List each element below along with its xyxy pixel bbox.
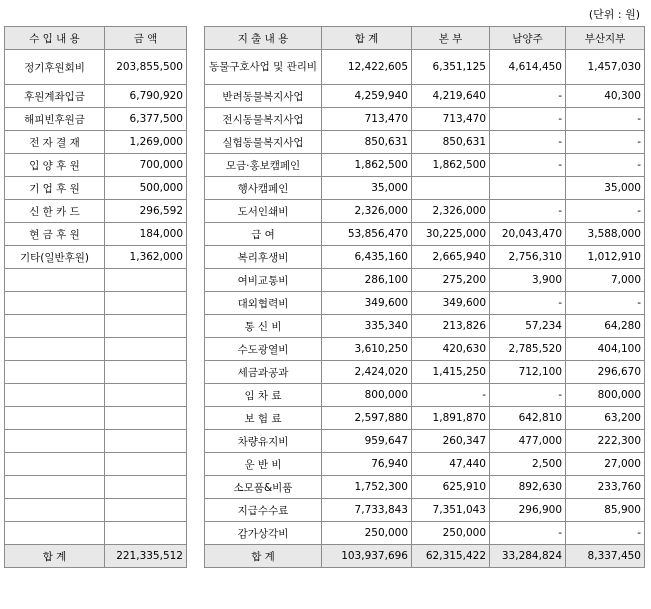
income-item-label: 입 양 후 원 xyxy=(5,154,105,177)
income-item-amount: 700,000 xyxy=(105,154,187,177)
income-row xyxy=(5,200,187,223)
expense-header-row xyxy=(205,27,645,50)
expense-item-total: 1,862,500 xyxy=(322,154,412,177)
expense-item-namyangju: - xyxy=(490,108,566,131)
income-item-amount xyxy=(105,476,187,499)
expense-row xyxy=(205,338,645,361)
expense-item-hq: 30,225,000 xyxy=(412,223,490,246)
expense-item-namyangju: 477,000 xyxy=(490,430,566,453)
income-header-amount: 금 액 xyxy=(105,27,187,50)
expense-row xyxy=(205,246,645,269)
income-empty-row xyxy=(5,361,187,384)
expense-item-label: 세금과공과 xyxy=(205,361,322,384)
income-item-label xyxy=(5,384,105,407)
expense-item-hq: 713,470 xyxy=(412,108,490,131)
expense-total-hq: 62,315,422 xyxy=(412,545,490,568)
expense-item-total: 850,631 xyxy=(322,131,412,154)
expense-item-namyangju: - xyxy=(490,522,566,545)
expense-item-hq: 275,200 xyxy=(412,269,490,292)
income-item-amount: 296,592 xyxy=(105,200,187,223)
expense-item-total: 250,000 xyxy=(322,522,412,545)
expense-item-hq: 4,219,640 xyxy=(412,85,490,108)
expense-row xyxy=(205,522,645,545)
expense-item-label: 감가상각비 xyxy=(205,522,322,545)
income-item-label: 기 업 후 원 xyxy=(5,177,105,200)
income-item-label: 현 금 후 원 xyxy=(5,223,105,246)
expense-item-label: 행사캠페인 xyxy=(205,177,322,200)
expense-item-busan: - xyxy=(566,154,645,177)
income-item-label xyxy=(5,430,105,453)
expense-item-label: 도서인쇄비 xyxy=(205,200,322,223)
expense-item-namyangju xyxy=(490,177,566,200)
expense-item-namyangju: 712,100 xyxy=(490,361,566,384)
income-item-amount: 1,269,000 xyxy=(105,131,187,154)
expense-item-total: 4,259,940 xyxy=(322,85,412,108)
income-empty-row xyxy=(5,522,187,545)
expense-row xyxy=(205,453,645,476)
income-header-label: 수 입 내 용 xyxy=(5,27,105,50)
income-empty-row xyxy=(5,407,187,430)
income-row xyxy=(5,154,187,177)
expense-item-busan: 35,000 xyxy=(566,177,645,200)
income-item-amount xyxy=(105,338,187,361)
expense-item-label: 차량유지비 xyxy=(205,430,322,453)
income-row xyxy=(5,223,187,246)
income-row xyxy=(5,50,187,85)
expense-row xyxy=(205,499,645,522)
expense-row xyxy=(205,131,645,154)
expense-item-namyangju: 4,614,450 xyxy=(490,50,566,85)
income-item-label xyxy=(5,315,105,338)
expense-item-hq: 349,600 xyxy=(412,292,490,315)
income-item-amount xyxy=(105,522,187,545)
expense-row xyxy=(205,85,645,108)
expense-row xyxy=(205,223,645,246)
income-item-amount xyxy=(105,269,187,292)
expense-item-namyangju: 296,900 xyxy=(490,499,566,522)
expense-item-label: 급 여 xyxy=(205,223,322,246)
expense-item-label: 소모품&비품 xyxy=(205,476,322,499)
expense-item-namyangju: 57,234 xyxy=(490,315,566,338)
income-item-label: 기타(일반후원) xyxy=(5,246,105,269)
income-item-label xyxy=(5,269,105,292)
expense-item-hq: 1,415,250 xyxy=(412,361,490,384)
expense-item-total: 2,597,880 xyxy=(322,407,412,430)
expense-table xyxy=(204,26,645,568)
expense-item-busan: 233,760 xyxy=(566,476,645,499)
income-total-row xyxy=(5,545,187,568)
income-item-label: 해피빈후원금 xyxy=(5,108,105,131)
income-item-amount: 184,000 xyxy=(105,223,187,246)
income-item-amount: 6,377,500 xyxy=(105,108,187,131)
income-item-label xyxy=(5,476,105,499)
expense-header-label: 지 출 내 용 xyxy=(205,27,322,50)
expense-item-total: 800,000 xyxy=(322,384,412,407)
expense-item-total: 349,600 xyxy=(322,292,412,315)
expense-header-namyangju: 남양주 xyxy=(490,27,566,50)
expense-item-busan: 7,000 xyxy=(566,269,645,292)
expense-item-namyangju: 2,785,520 xyxy=(490,338,566,361)
expense-item-label: 통 신 비 xyxy=(205,315,322,338)
expense-item-label: 모금·홍보캠페인 xyxy=(205,154,322,177)
expense-item-busan: - xyxy=(566,131,645,154)
income-item-label xyxy=(5,361,105,384)
expense-row xyxy=(205,200,645,223)
expense-item-namyangju: - xyxy=(490,131,566,154)
expense-row xyxy=(205,108,645,131)
income-item-label: 전 자 결 재 xyxy=(5,131,105,154)
expense-item-namyangju: - xyxy=(490,85,566,108)
expense-item-label: 운 반 비 xyxy=(205,453,322,476)
expense-item-hq: 250,000 xyxy=(412,522,490,545)
expense-item-hq: 420,630 xyxy=(412,338,490,361)
expense-row xyxy=(205,154,645,177)
expense-item-busan: 85,900 xyxy=(566,499,645,522)
expense-item-busan: - xyxy=(566,292,645,315)
income-item-amount xyxy=(105,407,187,430)
expense-item-label: 동물구호사업 및 관리비 xyxy=(205,50,322,85)
expense-item-label: 지급수수료 xyxy=(205,499,322,522)
income-item-label xyxy=(5,522,105,545)
expense-item-total: 335,340 xyxy=(322,315,412,338)
expense-item-total: 286,100 xyxy=(322,269,412,292)
income-item-amount xyxy=(105,315,187,338)
expense-item-total: 2,326,000 xyxy=(322,200,412,223)
income-row xyxy=(5,246,187,269)
expense-item-hq xyxy=(412,177,490,200)
expense-item-namyangju: 3,900 xyxy=(490,269,566,292)
expense-item-total: 3,610,250 xyxy=(322,338,412,361)
expense-total-busan: 8,337,450 xyxy=(566,545,645,568)
income-empty-row xyxy=(5,315,187,338)
expense-row xyxy=(205,476,645,499)
expense-row xyxy=(205,50,645,85)
expense-item-busan: 404,100 xyxy=(566,338,645,361)
expense-item-busan: 63,200 xyxy=(566,407,645,430)
expense-item-hq: 1,891,870 xyxy=(412,407,490,430)
expense-item-busan: 1,012,910 xyxy=(566,246,645,269)
income-total-label: 합 계 xyxy=(5,545,105,568)
expense-total-namyangju: 33,284,824 xyxy=(490,545,566,568)
income-row xyxy=(5,85,187,108)
expense-item-busan: 800,000 xyxy=(566,384,645,407)
expense-item-total: 7,733,843 xyxy=(322,499,412,522)
expense-item-hq: - xyxy=(412,384,490,407)
expense-header-hq: 본 부 xyxy=(412,27,490,50)
expense-item-label: 전시동물복지사업 xyxy=(205,108,322,131)
expense-item-total: 6,435,160 xyxy=(322,246,412,269)
expense-total-label: 합 계 xyxy=(205,545,322,568)
expense-item-hq: 850,631 xyxy=(412,131,490,154)
expense-item-hq: 47,440 xyxy=(412,453,490,476)
expense-item-hq: 6,351,125 xyxy=(412,50,490,85)
income-header-row xyxy=(5,27,187,50)
expense-item-namyangju: 20,043,470 xyxy=(490,223,566,246)
income-item-label: 정기후원회비 xyxy=(5,50,105,85)
expense-header-total: 합 계 xyxy=(322,27,412,50)
expense-item-total: 713,470 xyxy=(322,108,412,131)
expense-item-busan: 222,300 xyxy=(566,430,645,453)
expense-row xyxy=(205,315,645,338)
expense-item-busan: 3,588,000 xyxy=(566,223,645,246)
income-row xyxy=(5,177,187,200)
expense-header-busan: 부산지부 xyxy=(566,27,645,50)
expense-item-namyangju: 892,630 xyxy=(490,476,566,499)
income-row xyxy=(5,131,187,154)
income-item-amount xyxy=(105,499,187,522)
expense-item-total: 53,856,470 xyxy=(322,223,412,246)
income-item-label xyxy=(5,338,105,361)
income-total-amount: 221,335,512 xyxy=(105,545,187,568)
expense-item-label: 여비교통비 xyxy=(205,269,322,292)
income-item-label: 신 한 카 드 xyxy=(5,200,105,223)
expense-item-hq: 2,326,000 xyxy=(412,200,490,223)
income-empty-row xyxy=(5,292,187,315)
expense-item-namyangju: - xyxy=(490,384,566,407)
income-item-amount: 6,790,920 xyxy=(105,85,187,108)
income-empty-row xyxy=(5,384,187,407)
income-item-amount: 203,855,500 xyxy=(105,50,187,85)
income-item-amount xyxy=(105,384,187,407)
expense-item-namyangju: - xyxy=(490,292,566,315)
expense-item-busan: 40,300 xyxy=(566,85,645,108)
expense-item-total: 12,422,605 xyxy=(322,50,412,85)
expense-item-total: 959,647 xyxy=(322,430,412,453)
expense-row xyxy=(205,269,645,292)
income-item-label xyxy=(5,499,105,522)
expense-item-label: 수도광열비 xyxy=(205,338,322,361)
income-item-amount: 1,362,000 xyxy=(105,246,187,269)
income-item-amount xyxy=(105,292,187,315)
expense-item-total: 2,424,020 xyxy=(322,361,412,384)
expense-row xyxy=(205,430,645,453)
expense-item-total: 35,000 xyxy=(322,177,412,200)
expense-total-row xyxy=(205,545,645,568)
expense-item-hq: 7,351,043 xyxy=(412,499,490,522)
income-item-amount xyxy=(105,361,187,384)
expense-row xyxy=(205,292,645,315)
expense-item-label: 대외협력비 xyxy=(205,292,322,315)
expense-item-hq: 2,665,940 xyxy=(412,246,490,269)
expense-item-namyangju: - xyxy=(490,200,566,223)
expense-row xyxy=(205,361,645,384)
expense-row xyxy=(205,407,645,430)
expense-item-busan: - xyxy=(566,200,645,223)
expense-item-label: 보 험 료 xyxy=(205,407,322,430)
income-empty-row xyxy=(5,476,187,499)
expense-item-busan: - xyxy=(566,522,645,545)
income-item-label xyxy=(5,292,105,315)
income-item-amount: 500,000 xyxy=(105,177,187,200)
income-item-amount xyxy=(105,453,187,476)
income-item-label xyxy=(5,453,105,476)
expense-item-hq: 260,347 xyxy=(412,430,490,453)
expense-total-total: 103,937,696 xyxy=(322,545,412,568)
income-empty-row xyxy=(5,499,187,522)
expense-item-label: 복리후생비 xyxy=(205,246,322,269)
income-empty-row xyxy=(5,338,187,361)
expense-item-namyangju: 642,810 xyxy=(490,407,566,430)
expense-item-total: 76,940 xyxy=(322,453,412,476)
income-row xyxy=(5,108,187,131)
expense-item-busan: 64,280 xyxy=(566,315,645,338)
expense-item-busan: 1,457,030 xyxy=(566,50,645,85)
expense-item-namyangju: 2,500 xyxy=(490,453,566,476)
expense-item-label: 실험동물복지사업 xyxy=(205,131,322,154)
expense-item-hq: 625,910 xyxy=(412,476,490,499)
expense-item-namyangju: 2,756,310 xyxy=(490,246,566,269)
expense-item-busan: 296,670 xyxy=(566,361,645,384)
income-table xyxy=(4,26,187,568)
expense-item-label: 반려동물복지사업 xyxy=(205,85,322,108)
income-item-label: 후원계좌입금 xyxy=(5,85,105,108)
expense-row xyxy=(205,177,645,200)
unit-label: (단위 : 원) xyxy=(588,8,640,21)
income-item-amount xyxy=(105,430,187,453)
income-empty-row xyxy=(5,269,187,292)
income-empty-row xyxy=(5,453,187,476)
expense-item-hq: 1,862,500 xyxy=(412,154,490,177)
expense-item-label: 임 차 료 xyxy=(205,384,322,407)
expense-item-busan: 27,000 xyxy=(566,453,645,476)
expense-item-namyangju: - xyxy=(490,154,566,177)
expense-item-busan: - xyxy=(566,108,645,131)
expense-item-hq: 213,826 xyxy=(412,315,490,338)
expense-item-total: 1,752,300 xyxy=(322,476,412,499)
income-empty-row xyxy=(5,430,187,453)
income-item-label xyxy=(5,407,105,430)
expense-row xyxy=(205,384,645,407)
